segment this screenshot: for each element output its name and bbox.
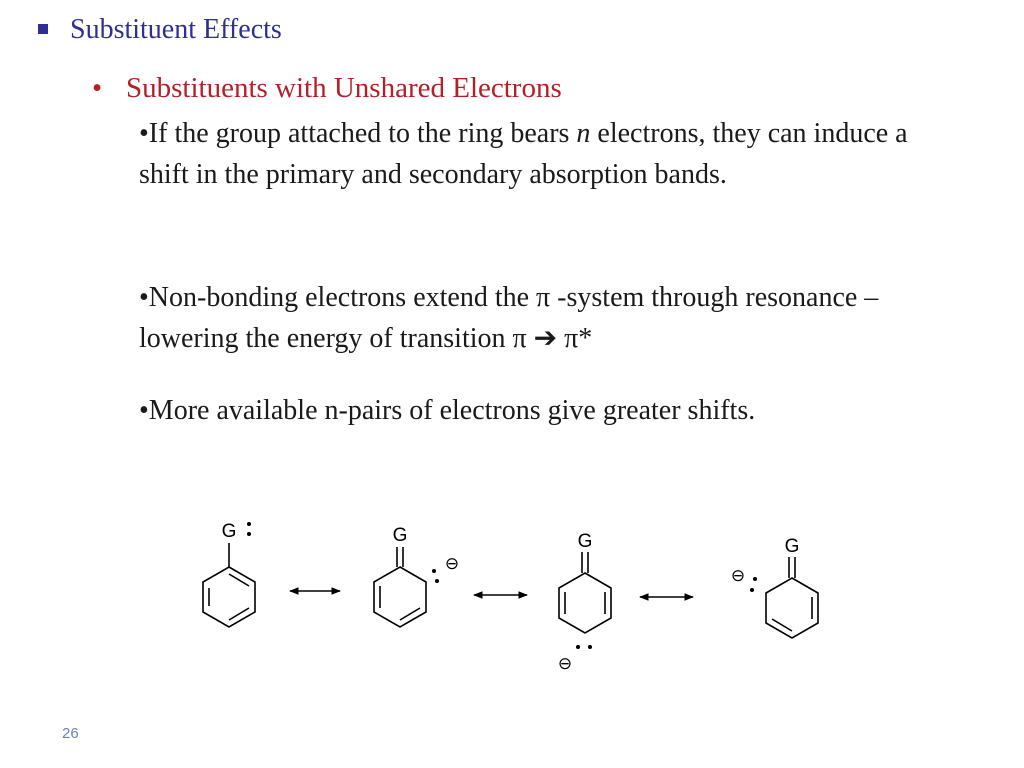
g-label-3: G — [577, 531, 593, 552]
p2-prefix: •Non-bonding electrons extend the — [139, 282, 537, 313]
p1-italic-n: n — [576, 118, 591, 149]
structure-1-benzene — [203, 543, 255, 627]
g-label-1: G — [221, 521, 237, 542]
p1-suffix: electrons, they can induce a shift in the primary and secondary absorption bands. — [139, 118, 908, 190]
lone-pair-4 — [750, 577, 757, 592]
p1-prefix: •If the group attached to the ring bears — [139, 118, 577, 149]
heading-text: Substituent Effects — [70, 14, 282, 45]
subheading-text: Substituents with Unshared Electrons — [126, 72, 562, 104]
structure-3-para-anion — [559, 552, 611, 633]
g-label-4: G — [784, 536, 800, 557]
structure-2-ortho-anion — [374, 547, 426, 627]
slide-number: 26 — [62, 725, 79, 742]
lone-pair-1 — [247, 522, 251, 536]
p2-middle: -system through resonance – lowering the energy of transition — [139, 282, 879, 354]
p2-pi-symbol: π — [536, 282, 551, 313]
negative-charge-icon: ⊖ — [557, 654, 573, 673]
p2-pi-symbol-2: π — [512, 323, 527, 354]
negative-charge-icon: ⊖ — [444, 554, 460, 573]
structure-4-ortho-anion — [766, 557, 818, 638]
negative-charge-icon: ⊖ — [730, 566, 746, 585]
g-label-2: G — [392, 525, 408, 546]
lone-pair-2 — [432, 569, 439, 583]
lone-pair-3 — [576, 645, 592, 649]
subheading-bullet: • — [92, 72, 103, 104]
paragraph-n-pairs: •More available n-pairs of electrons give greater shifts. — [139, 395, 756, 426]
p2-pi-star: π* — [564, 323, 593, 354]
arrow-icon: ➔ — [533, 323, 558, 354]
